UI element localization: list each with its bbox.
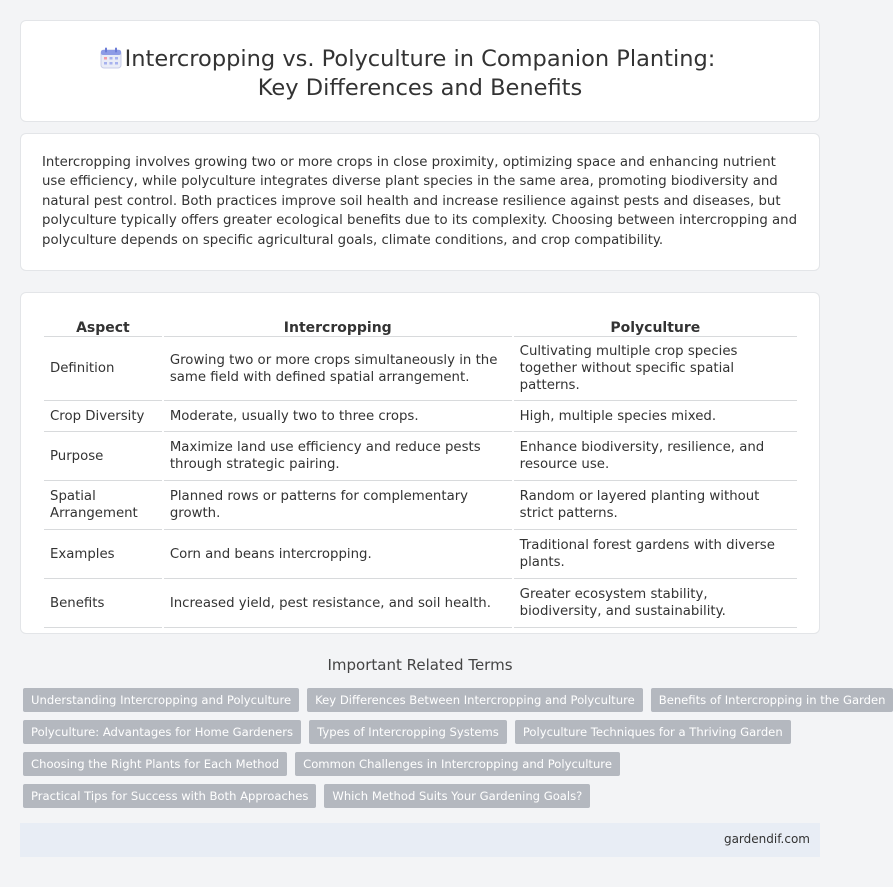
intro-text: Intercropping involves growing two or more crops in close proximity, optimizing space and enhancing nutrient use efficiency, while polyculture integrates diverse plant species in the same area, promoting biodiversity and natural pest control. Both practices improve soil health and increase resilience against pests and diseases, but polyculture typically offers greater ecological benefits due to its complexity. Choosing between intercropping and polyculture depends on specific agricultural goals, climate conditions, and crop compatibility. [42,155,798,248]
footer-site[interactable]: gardendif.com [723,832,810,846]
row-polyculture: Enhance biodiversity, resilience, and resource use. [514,432,797,481]
related-term-link[interactable]: Key Differences Between Intercropping and Polyculture [307,688,643,712]
header-intercropping: Intercropping [164,315,512,337]
table-row [44,530,797,579]
related-terms-title: Important Related Terms [327,656,513,674]
intro-card [20,133,820,271]
row-intercropping: Growing two or more crops simultaneously in the same field with defined spatial arrangement. [164,337,512,401]
related-term-link[interactable]: Choosing the Right Plants for Each Method [23,752,287,776]
row-polyculture: High, multiple species mixed. [514,401,797,432]
related-term-link[interactable]: Which Method Suits Your Gardening Goals? [324,784,590,808]
table-row [44,337,797,401]
header-aspect: Aspect [44,315,162,337]
related-term-link[interactable]: Understanding Intercropping and Polyculture [23,688,299,712]
table-row [44,579,797,628]
related-term-link[interactable]: Polyculture: Advantages for Home Gardeners [23,720,301,744]
related-term-link[interactable]: Types of Intercropping Systems [309,720,507,744]
table-row [44,401,797,432]
comparison-card [20,292,820,634]
row-aspect: Crop Diversity [44,401,162,432]
row-intercropping: Increased yield, pest resistance, and soil health. [164,579,512,628]
page-title: Intercropping vs. Polyculture in Companion Planting: Key Differences and Benefits [124,46,716,101]
row-intercropping: Moderate, usually two to three crops. [164,401,512,432]
table-row [44,432,797,481]
footer [20,823,820,857]
row-aspect: Examples [44,530,162,579]
related-term-link[interactable]: Polyculture Techniques for a Thriving Garden [515,720,791,744]
comparison-table [42,315,799,628]
row-aspect: Spatial Arrangement [44,481,162,530]
row-polyculture: Random or layered planting without strict patterns. [514,481,797,530]
row-intercropping: Planned rows or patterns for complementary growth. [164,481,512,530]
related-term-link[interactable]: Common Challenges in Intercropping and Polyculture [295,752,620,776]
row-polyculture: Greater ecosystem stability, biodiversity, and sustainability. [514,579,797,628]
header-card [20,20,820,122]
row-aspect: Benefits [44,579,162,628]
header-polyculture: Polyculture [514,315,797,337]
table-row [44,481,797,530]
row-polyculture: Cultivating multiple crop species together without specific spatial patterns. [514,337,797,401]
row-intercropping: Corn and beans intercropping. [164,530,512,579]
row-polyculture: Traditional forest gardens with diverse plants. [514,530,797,579]
related-term-link[interactable]: Benefits of Intercropping in the Garden [651,688,893,712]
related-terms [23,688,886,816]
row-aspect: Purpose [44,432,162,481]
row-aspect: Definition [44,337,162,401]
related-term-link[interactable]: Practical Tips for Success with Both Approaches [23,784,316,808]
row-intercropping: Maximize land use efficiency and reduce pests through strategic pairing. [164,432,512,481]
